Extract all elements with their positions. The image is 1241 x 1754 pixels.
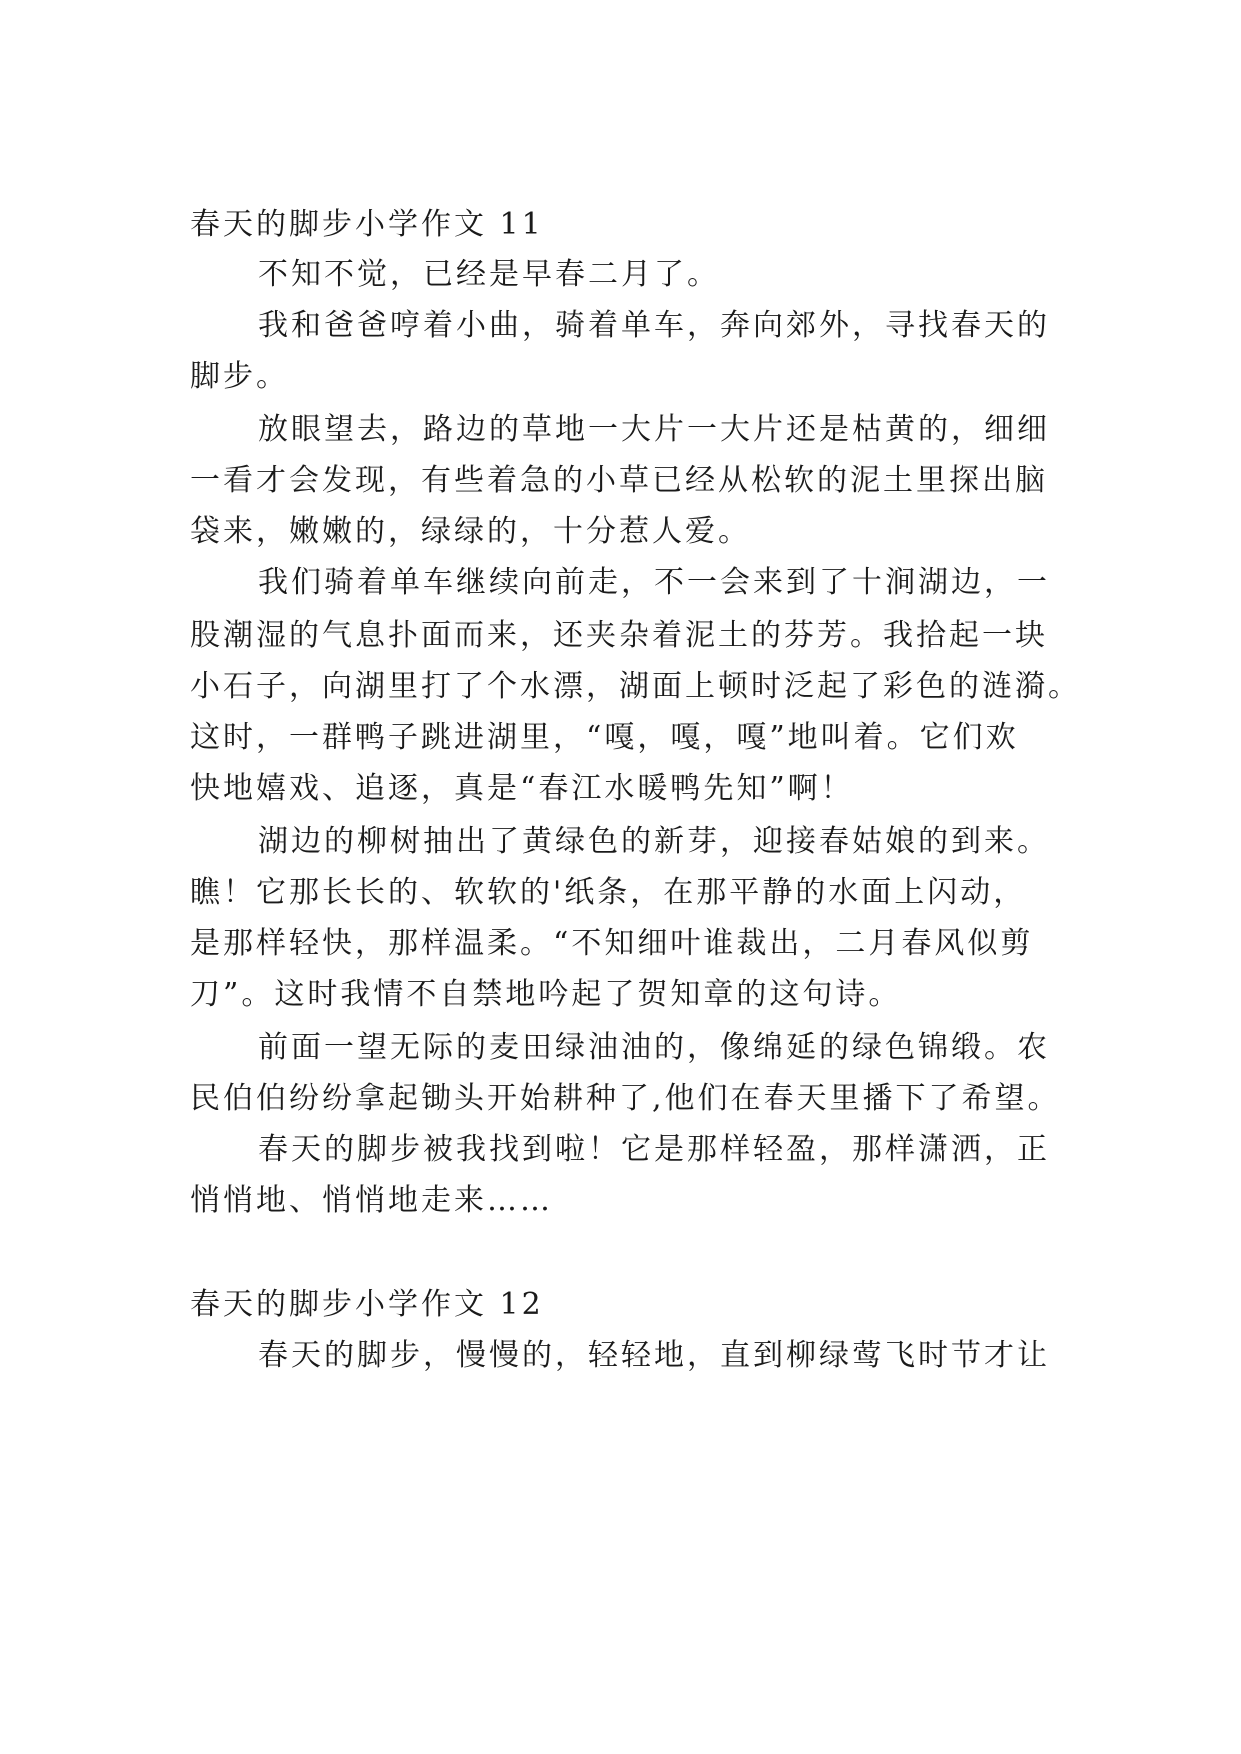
paragraph-line: 瞧！它那长长的、软软的'纸条，在那平静的水面上闪动， [190,875,1027,910]
paragraph-line: 这时，一群鸭子跳进湖里，“嘎，嘎，嘎”地叫着。它们欢 [190,720,1019,755]
paragraph-line: 春天的脚步，慢慢的，轻轻地，直到柳绿莺飞时节才让 [258,1338,1050,1373]
paragraph-line: 悄悄地、悄悄地走来…… [190,1183,553,1218]
paragraph-line: 袋来，嫩嫩的，绿绿的，十分惹人爱。 [190,514,751,549]
essay-title-11: 春天的脚步小学作文 11 [190,207,544,242]
paragraph-line: 春天的脚步被我找到啦！它是那样轻盈，那样潇洒，正 [258,1132,1050,1167]
paragraph-line: 脚步。 [190,359,289,394]
paragraph-line: 快地嬉戏、追逐，真是“春江水暖鸭先知”啊！ [190,771,854,806]
paragraph-line: 我和爸爸哼着小曲，骑着单车，奔向郊外，寻找春天的 [258,308,1050,343]
paragraph-line: 是那样轻快，那样温柔。“不知细叶谁裁出，二月春风似剪 [190,926,1034,961]
paragraph-line: 前面一望无际的麦田绿油油的，像绵延的绿色锦缎。农 [258,1030,1050,1065]
paragraph-line: 我们骑着单车继续向前走，不一会来到了十涧湖边，一 [258,565,1050,600]
paragraph-line: 股潮湿的气息扑面而来，还夹杂着泥土的芬芳。我拾起一块 [190,618,1048,653]
essay-title-12: 春天的脚步小学作文 12 [190,1287,544,1322]
paragraph-line: 小石子，向湖里打了个水漂，湖面上顿时泛起了彩色的涟漪。 [190,669,1081,704]
paragraph-line: 民伯伯纷纷拿起锄头开始耕种了,他们在春天里播下了希望。 [190,1081,1061,1116]
paragraph-line: 刀”。这时我情不自禁地吟起了贺知章的这句诗。 [190,977,902,1012]
paragraph-line: 一看才会发现，有些着急的小草已经从松软的泥土里探出脑 [190,463,1048,498]
paragraph-line: 湖边的柳树抽出了黄绿色的新芽，迎接春姑娘的到来。 [258,824,1050,859]
paragraph-line: 不知不觉，已经是早春二月了。 [258,257,720,292]
paragraph-line: 放眼望去，路边的草地一大片一大片还是枯黄的，细细 [258,412,1050,447]
